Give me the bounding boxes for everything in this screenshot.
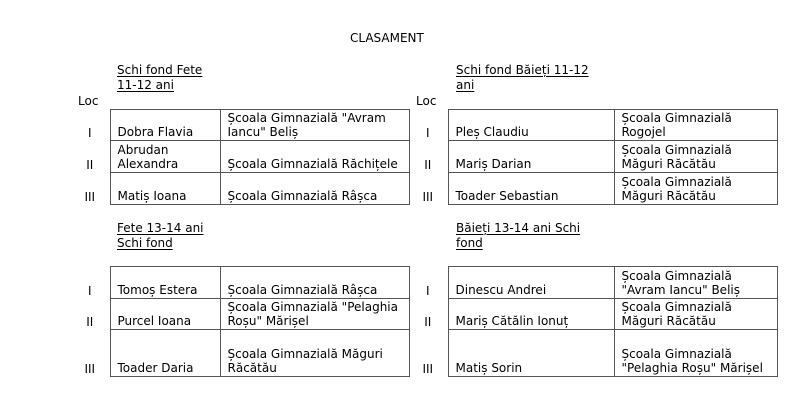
loc-header-right-top: Loc: [416, 94, 437, 108]
school-name: Școala Gimnazială Răchițele: [220, 141, 409, 173]
table-row: [408, 173, 777, 205]
loc-header-left-top: Loc: [78, 94, 99, 108]
school-name: Școala Gimnazială Măguri Răcătău: [220, 330, 409, 377]
ranking-table-boys-11-12: [408, 109, 778, 205]
section-title-boys-11-12: Schi fond Băieți 11-12 ani: [456, 63, 589, 92]
place-cell: II: [86, 314, 94, 329]
table-row: [70, 110, 409, 141]
table-row: [70, 299, 409, 330]
athlete-name: Dinescu Andrei: [448, 267, 614, 299]
ranking-table-girls-11-12: [70, 109, 410, 205]
table-row: [408, 330, 777, 377]
place-cell: II: [424, 314, 432, 329]
school-name: Școala Gimnazială Măguri Răcătău: [614, 299, 777, 330]
place-cell: I: [87, 125, 92, 140]
place-cell: I: [425, 125, 430, 140]
place-cell: III: [422, 189, 434, 204]
school-name: Școala Gimnazială "Pelaghia Roșu" Mărișel: [220, 299, 409, 330]
athlete-name: Toader Sebastian: [448, 173, 614, 205]
place-cell: III: [84, 361, 96, 376]
section-title-girls-13-14: Fete 13-14 ani Schi fond: [117, 221, 204, 250]
place-cell: III: [84, 189, 96, 204]
place-cell: II: [86, 157, 94, 172]
school-name: Școala Gimnazială "Avram Iancu" Beliș: [220, 110, 409, 141]
table-row: [408, 299, 777, 330]
school-name: Școala Gimnazială Măguri Răcătău: [614, 173, 777, 205]
athlete-name: Dobra Flavia: [110, 110, 220, 141]
school-name: Școala Gimnazială Râșca: [220, 173, 409, 205]
place-cell: I: [425, 283, 430, 298]
school-name: Școala Gimnazială "Pelaghia Roșu" Mărișel: [614, 330, 777, 377]
section-title-boys-13-14: Băieți 13-14 ani Schi fond: [456, 221, 581, 250]
table-row: [70, 330, 409, 377]
table-row: [70, 267, 409, 299]
table-row: [408, 267, 777, 299]
page-title: CLASAMENT: [350, 31, 424, 45]
athlete-name: Matiș Sorin: [448, 330, 614, 377]
place-cell: III: [422, 361, 434, 376]
section-title-girls-11-12: Schi fond Fete 11-12 ani: [117, 63, 203, 92]
school-name: Școala Gimnazială "Avram Iancu" Beliș: [614, 267, 777, 299]
athlete-name: Abrudan Alexandra: [110, 141, 220, 173]
ranking-table-girls-13-14: [70, 266, 410, 377]
table-row: [70, 141, 409, 173]
table-row: [408, 110, 777, 141]
athlete-name: Toader Daria: [110, 330, 220, 377]
athlete-name: Matiș Ioana: [110, 173, 220, 205]
school-name: Școala Gimnazială Râșca: [220, 267, 409, 299]
ranking-table-boys-13-14: [408, 266, 778, 377]
athlete-name: Mariș Cătălin Ionuț: [448, 299, 614, 330]
athlete-name: Tomoș Estera: [110, 267, 220, 299]
school-name: Școala Gimnazială Măguri Răcătău: [614, 141, 777, 173]
place-cell: II: [424, 157, 432, 172]
athlete-name: Pleș Claudiu: [448, 110, 614, 141]
athlete-name: Mariș Darian: [448, 141, 614, 173]
school-name: Școala Gimnazială Rogojel: [614, 110, 777, 141]
place-cell: I: [87, 283, 92, 298]
table-row: [408, 141, 777, 173]
table-row: [70, 173, 409, 205]
athlete-name: Purcel Ioana: [110, 299, 220, 330]
